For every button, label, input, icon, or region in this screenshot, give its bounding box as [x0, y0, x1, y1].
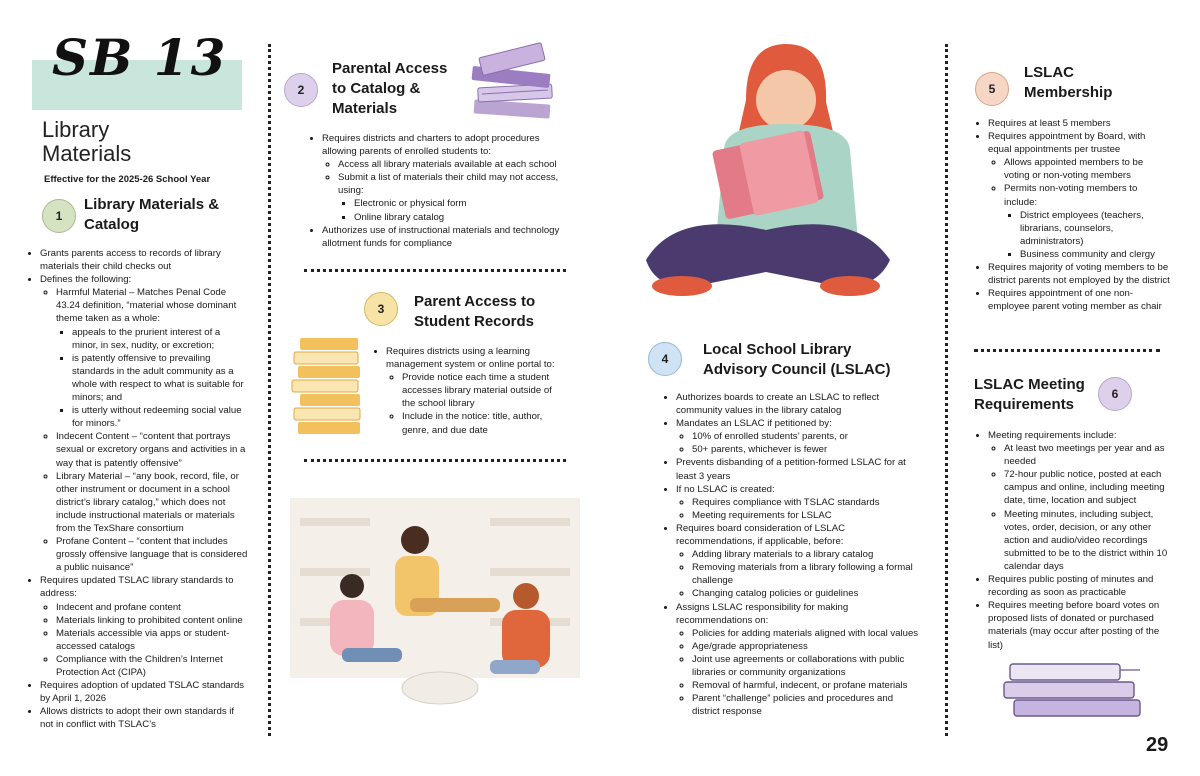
list-item: ◦ Profane Content – “content that includes grossly offensive language that is considered a public nuisance”	[56, 535, 248, 574]
woman-reading-illustration	[636, 40, 900, 310]
list-item: • Authorizes use of instructional materials and technology allotment funds for compliance	[322, 224, 562, 250]
list-item: ◦ 10% of enrolled students’ parents, or	[692, 430, 922, 443]
list-item: ◦ Submit a list of materials their child may not access, using: ▪ Electronic or physical form ▪ Online library catalog	[338, 171, 562, 223]
list-item: • Requires adoption of updated TSLAC standards by April 1, 2026	[40, 679, 248, 705]
section-3-number: 3	[364, 292, 398, 326]
books-pile-illustration	[1000, 660, 1150, 722]
list-item: • Prevents disbanding of a petition-formed LSLAC for at least 3 years	[676, 456, 922, 482]
list-item: • Requires majority of voting members to be district parents not employed by the district	[988, 261, 1170, 287]
list-item: ◦ Harmful Material – Matches Penal Code 43.24 definition, “material whose dominant theme taken as a whole: ▪ appeals to the prurient interest of a minor, in sex, nudity, or excretion; ▪ is patently offensive to prevailing standards in the adult community as a whole with respect to what is suitable for minors; and ▪ is utterly without redeeming social value for minors.”	[56, 286, 248, 430]
section-2-number: 2	[284, 73, 318, 107]
list-item: ◦ Access all library materials available at each school	[338, 158, 562, 171]
page-title: SB 13	[52, 28, 228, 87]
list-item: ◦ Provide notice each time a student accesses library material outside of the school library	[402, 371, 562, 410]
list-item: • Meeting requirements include: ◦ At least two meetings per year and as needed ◦ 72-hour public notice, posted at each campus and online, including meeting date, time, location and subject ◦ Meeting minutes, including subject, votes, order, decision, or any other action and audio/video recordings submitted to be to the district within 10 calendar days	[988, 429, 1168, 573]
section-5-number: 5	[975, 72, 1009, 106]
section-5-title: LSLAC Membership	[1024, 64, 1113, 101]
section-divider	[304, 269, 566, 272]
list-item: ◦ Include in the notice: title, author, genre, and due date	[402, 410, 562, 436]
list-item: ◦ Meeting requirements for LSLAC	[692, 509, 922, 522]
list-item: ◦ 50+ parents, whichever is fewer	[692, 443, 922, 456]
list-item: ◦ Permits non-voting members to include: ▪ District employees (teachers, librarians, counselors, administrators) ▪ Business community and clergy	[1004, 182, 1170, 261]
list-item: ◦ Indecent Content – “content that portrays sexual or excretory organs and activities in a way that is patently offensive”	[56, 430, 248, 469]
students-reading-illustration	[290, 478, 580, 738]
list-item: ◦ Library Material – “any book, record, file, or other instrument or document in a school district’s library catalog,” which does not include instructional materials or materials from the TexShare consortium	[56, 470, 248, 535]
list-item: ▪ District employees (teachers, librarians, counselors, administrators)	[1020, 209, 1170, 248]
list-item: ◦ At least two meetings per year and as needed	[1004, 442, 1168, 468]
list-item: ◦ Removing materials from a library following a formal challenge	[692, 561, 922, 587]
column-divider-1	[268, 44, 271, 736]
column-divider-2	[945, 44, 948, 736]
list-item: ◦ Parent “challenge” policies and procedures and district response	[692, 692, 922, 718]
section-4-number: 4	[648, 342, 682, 376]
list-item: • Requires appointment of one non-employee parent voting member as chair	[988, 287, 1170, 313]
list-item: • Defines the following: ◦ Harmful Material – Matches Penal Code 43.24 definition, “material whose dominant theme taken as a whole: ▪ appeals to the prurient interest of a minor, in sex, nudity, or excretion; ▪ is patently offensive to prevailing standards in the adult community as a whole with respect to what is suitable for minors; and ▪ is utterly without redeeming social value for minors.” ◦ Indecent Content – “content that portrays sexual or excretory organs and activities in a way that is patently offensive” ◦ Library Material – “any book, record, file, or other instrument or document in a school district’s library catalog,” which does not include instructional materials or materials from the TexShare consortium ◦ Profane Content – “content that includes grossly offensive language that is considered a public nuisance”	[40, 273, 248, 574]
section-2-title: Parental Access to Catalog & Materials	[332, 60, 448, 117]
list-item: ◦ Meeting minutes, including subject, votes, order, decision, or any other action and audio/video recordings submitted to be to the district within 10 calendar days	[1004, 508, 1168, 573]
page-number: 29	[1146, 734, 1169, 756]
page-subtitle: Library Materials	[42, 117, 132, 166]
list-item: • Requires updated TSLAC library standards to address: ◦ Indecent and profane content ◦ Materials linking to prohibited content online ◦ Materials accessible via apps or student-accessed catalogs ◦ Compliance with the Children’s Internet Protection Act (CIPA)	[40, 574, 248, 679]
list-item: • Mandates an LSLAC if petitioned by: ◦ 10% of enrolled students’ parents, or ◦ 50+ parents, whichever is fewer	[676, 417, 922, 456]
list-item: • Requires meeting before board votes on proposed lists of donated or purchased materials (may occur after posting of the list)	[988, 599, 1168, 651]
list-item: • Requires districts and charters to adopt procedures allowing parents of enrolled students to: ◦ Access all library materials available at each school ◦ Submit a list of materials their child may not access, using: ▪ Electronic or physical form ▪ Online library catalog	[322, 132, 562, 224]
section-divider	[974, 349, 1160, 352]
section-divider	[304, 459, 566, 462]
section-6-title: LSLAC Meeting Requirements	[974, 376, 1085, 413]
book-stack-illustration	[290, 338, 366, 438]
list-item: ◦ Changing catalog policies or guidelines	[692, 587, 922, 600]
list-item: • Requires board consideration of LSLAC recommendations, if applicable, before: ◦ Adding library materials to a library catalog ◦ Removing materials from a library following a formal challenge ◦ Changing catalog policies or guidelines	[676, 522, 922, 601]
list-item: • Requires appointment by Board, with equal appointments per trustee ◦ Allows appointed members to be voting or non-voting members ◦ Permits non-voting members to include: ▪ District employees (teachers, librarians, counselors, administrators) ▪ Business community and clergy	[988, 130, 1170, 261]
section-4-list	[660, 391, 922, 718]
section-1-title: Library Materials & Catalog	[84, 196, 220, 233]
list-item: ▪ appeals to the prurient interest of a minor, in sex, nudity, or excretion;	[72, 326, 248, 352]
list-item: ▪ Business community and clergy	[1020, 248, 1170, 261]
list-item: ▪ Online library catalog	[354, 211, 562, 224]
effective-date: Effective for the 2025-26 School Year	[44, 174, 211, 185]
section-1-list	[24, 247, 248, 731]
list-item: • If no LSLAC is created: ◦ Requires compliance with TSLAC standards ◦ Meeting requirements for LSLAC	[676, 483, 922, 522]
list-item: • Requires at least 5 members	[988, 117, 1170, 130]
stacked-books-illustration	[468, 40, 560, 130]
list-item: • Grants parents access to records of library materials their child checks out	[40, 247, 248, 273]
list-item: ▪ Electronic or physical form	[354, 197, 562, 210]
section-4-title: Local School Library Advisory Council (LSLAC)	[703, 341, 891, 378]
list-item: ◦ Adding library materials to a library catalog	[692, 548, 922, 561]
section-3-title: Parent Access to Student Records	[414, 293, 536, 330]
section-6-number: 6	[1098, 377, 1132, 411]
list-item: • Allows districts to adopt their own standards if not in conflict with TSLAC’s	[40, 705, 248, 731]
list-item: ◦ Age/grade appropriateness	[692, 640, 922, 653]
list-item: • Requires districts using a learning management system or online portal to: ◦ Provide notice each time a student accesses library material outside of the school library ◦ Include in the notice: title, author, genre, and due date	[386, 345, 562, 437]
list-item: ◦ Removal of harmful, indecent, or profane materials	[692, 679, 922, 692]
list-item: ◦ Allows appointed members to be voting or non-voting members	[1004, 156, 1170, 182]
section-2-list	[306, 132, 562, 250]
list-item: ◦ Materials accessible via apps or student-accessed catalogs	[56, 627, 248, 653]
list-item: ◦ Materials linking to prohibited content online	[56, 614, 248, 627]
list-item: ▪ is patently offensive to prevailing standards in the adult community as a whole with respect to what is suitable for minors; and	[72, 352, 248, 404]
section-6-list	[972, 429, 1168, 652]
list-item: ▪ is utterly without redeeming social value for minors.”	[72, 404, 248, 430]
section-5-list	[972, 117, 1170, 313]
section-3-list	[370, 345, 562, 437]
list-item: ◦ Compliance with the Children’s Internet Protection Act (CIPA)	[56, 653, 248, 679]
list-item: ◦ Joint use agreements or collaborations with public libraries or community organizations	[692, 653, 922, 679]
list-item: • Requires public posting of minutes and recording as soon as practicable	[988, 573, 1168, 599]
list-item: ◦ Policies for adding materials aligned with local values	[692, 627, 922, 640]
list-item: • Assigns LSLAC responsibility for making recommendations on: ◦ Policies for adding materials aligned with local values ◦ Age/grade appropriateness ◦ Joint use agreements or collaborations with public libraries or community organizations ◦ Removal of harmful, indecent, or profane materials ◦ Parent “challenge” policies and procedures and district response	[676, 601, 922, 719]
list-item: • Authorizes boards to create an LSLAC to reflect community values in the library catalog	[676, 391, 922, 417]
list-item: ◦ Requires compliance with TSLAC standards	[692, 496, 922, 509]
section-1-number: 1	[42, 199, 76, 233]
list-item: ◦ Indecent and profane content	[56, 601, 248, 614]
list-item: ◦ 72-hour public notice, posted at each campus and online, including meeting date, time, location and subject	[1004, 468, 1168, 507]
